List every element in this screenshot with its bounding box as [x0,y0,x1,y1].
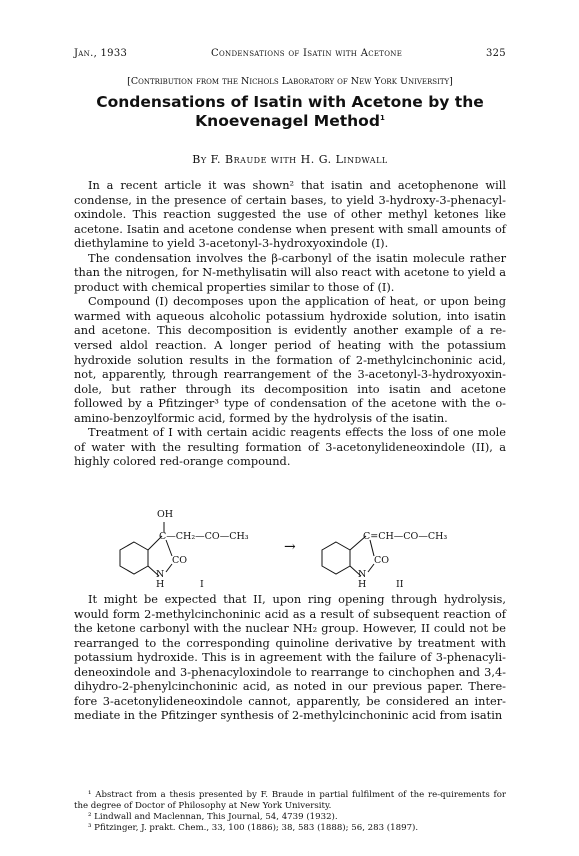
compound-2-n: N [358,569,367,580]
compound-2-label: II [396,579,404,590]
compound-2-chain: C=CH—CO—CH₃ [363,531,448,542]
title-footnote-ref: 1 [379,113,385,122]
article-title [74,93,506,131]
compound-1-h: H [156,579,165,590]
compound-1-n: N [156,569,165,580]
compound-1-chain: C—CH₂—CO—CH₃ [159,531,249,542]
running-head-date: Jan., 1933 [74,48,128,59]
footnote-3: ³ Pfitzinger, J. prakt. Chem., 33, 100 (1886); 38, 583 (1888); 56, 283 (1897). [88,823,419,833]
paragraph-4: Treatment of I with certain acidic reagents effects the loss of one mole of water with the resulting formation of 3-acetonylideneoxindole (II), a highly colored red-orange compound. [74,425,506,469]
article-body-continued [74,592,506,723]
article-body [74,178,506,469]
running-head [74,48,506,59]
c-co-bond-1 [166,540,172,556]
contribution-line: [Contribution from the Nichols Laboratory of New York University] [127,76,453,87]
paragraph-5: It might be expected that II, upon ring opening through hydrolysis, would form 2-methylcinchoninic acid as a result of subsequent reaction of the ketone carbonyl with the nuclear NH₂ group. However, II could not be rearranged to the corresponding quinoline derivative by treatment with potassium hydroxide. This is in agreement with the failure of 3-phenacyli-deneoxindole and 3-phenacyloxindole to rearrange to cinchophen and 3,4-dihydro-2-phenylcinchoninic acid, as noted in our previous paper. There-fore 3-acetonylideneoxindole cannot, apparently, be considered an inter-mediate in the Pfitzinger synthesis of 2-methylcinchoninic acid from isatin [74,592,506,723]
paragraph-3: Compound (I) decomposes upon the application of heat, or upon being warmed with aqueous alcoholic potassium hydroxide solution, into isatin and acetone. This decomposition is evidently another example of a re-versed aldol reaction. A longer period of heating with the potassium hydroxide solution results in the formation of 2-methylcinchoninic acid, not, apparently, through rearrangement of the 3-acetonyl-3-hydroxyoxin-dole, but rather through its decomposition into isatin and acetone followed by a Pfitzinger³ type of condensation of the acetone with the o-amino-benzoylformic acid, formed by the hydrolysis of the isatin. [74,294,506,425]
benzene-ring-1 [120,542,148,574]
running-head-title: Condensations of Isatin with Acetone [211,48,403,59]
footnotes [74,790,506,834]
byline: By F. Braude with H. G. Lindwall [192,153,388,166]
footnote-2: ² Lindwall and Maclennan, This Journal, 54, 4739 (1932). [88,812,338,822]
benzene-ring-2 [322,542,350,574]
compound-1-label: I [200,579,204,590]
oh-label: OH [157,509,174,520]
c-co-bond-2 [370,540,374,556]
compound-2-h: H [358,579,367,590]
compound-1-co: CO [172,555,188,566]
reaction-scheme [104,508,484,590]
paragraph-1: In a recent article it was shown² that isatin and acetophenone will condense, in the presence of certain bases, to yield 3-hydroxy-3-phenacyl-oxindole. This reaction suggested the use of other methyl ketones like acetone. Isatin and acetone condense when present with small amounts of diethylamine to yield 3-acetonyl-3-hydroxyoxindole (I). [74,178,506,251]
page-number: 325 [485,48,506,59]
compound-2-co: CO [374,555,390,566]
footnote-1: ¹ Abstract from a thesis presented by F. Braude in partial fulfilment of the re-quirements for the degree of Doctor of Philosophy at New York University. [74,790,506,811]
article-title-text: Condensations of Isatin with Acetone by the Knoevenagel Method [96,93,484,130]
reaction-arrow: → [284,539,296,555]
paragraph-2: The condensation involves the β-carbonyl of the isatin molecule rather than the nitrogen, for N-methylisatin will also react with acetone to yield a product with chemical properties similar to those of (I). [74,250,506,294]
